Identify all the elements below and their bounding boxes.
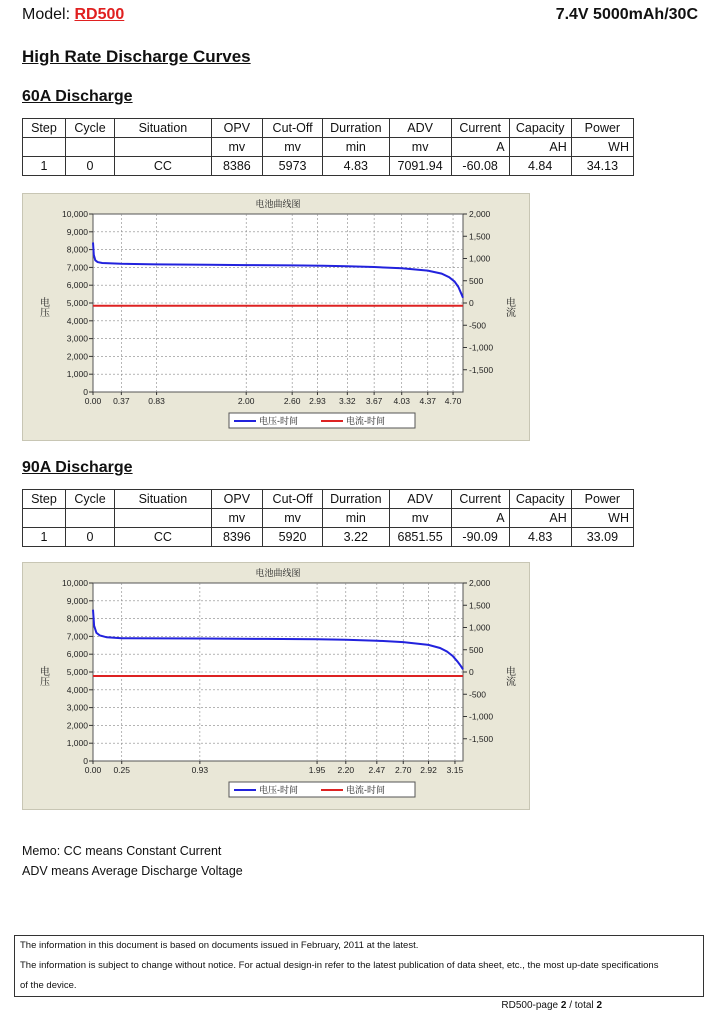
chart-60a-svg bbox=[23, 194, 529, 440]
table-cell: CC bbox=[115, 157, 211, 176]
table-cell: WH bbox=[571, 138, 633, 157]
table-cell: OPV bbox=[211, 119, 262, 138]
table-header-row bbox=[23, 119, 634, 138]
y2-tick-label: 2,000 bbox=[469, 209, 491, 219]
y2-axis-label: 电流 bbox=[503, 666, 515, 686]
table-cell: -90.09 bbox=[451, 528, 509, 547]
y-tick-label: 4,000 bbox=[66, 684, 88, 695]
table-cell: AH bbox=[509, 138, 571, 157]
table-cell: WH bbox=[571, 509, 633, 528]
memo-line-2: ADV means Average Discharge Voltage bbox=[22, 864, 243, 878]
table-cell: CC bbox=[115, 528, 211, 547]
y-tick-label: 8,000 bbox=[66, 244, 88, 255]
table-cell: AH bbox=[509, 509, 571, 528]
y-tick-label: 8,000 bbox=[66, 613, 88, 624]
page-title: High Rate Discharge Curves bbox=[22, 47, 251, 66]
table-cell: Power bbox=[571, 119, 633, 138]
table-cell: 1 bbox=[23, 528, 66, 547]
table-cell: Cycle bbox=[65, 119, 114, 138]
table-cell: Step bbox=[23, 119, 66, 138]
table-cell: mv bbox=[389, 138, 451, 157]
y-tick-label: 10,000 bbox=[62, 578, 88, 588]
y-tick-label: 3,000 bbox=[66, 702, 88, 713]
table-cell: 0 bbox=[65, 528, 114, 547]
table-header-row bbox=[23, 490, 634, 509]
table-cell: 34.13 bbox=[571, 157, 633, 176]
chart-title: 电池曲线图 bbox=[255, 199, 301, 209]
table-cell: 5920 bbox=[263, 528, 323, 547]
x-tick-label: 4.03 bbox=[393, 396, 410, 406]
y2-tick-label: -1,000 bbox=[469, 342, 494, 353]
table-cell: 4.83 bbox=[509, 528, 571, 547]
table-cell bbox=[115, 509, 211, 528]
x-tick-label: 2.92 bbox=[420, 765, 437, 775]
table-cell: Step bbox=[23, 490, 66, 509]
table-cell bbox=[65, 138, 114, 157]
disclaimer-line-2: The information is subject to change without notice. For actual design-in refer to the latest publication of data sheet, etc., the most up-date specifications bbox=[20, 960, 659, 971]
model-line bbox=[22, 6, 124, 24]
disclaimer-box bbox=[14, 935, 704, 997]
x-tick-label: 2.93 bbox=[309, 396, 326, 406]
table-cell: ADV bbox=[389, 490, 451, 509]
table-cell: 8386 bbox=[211, 157, 262, 176]
table-cell: Power bbox=[571, 490, 633, 509]
table-cell bbox=[23, 509, 66, 528]
table-cell: Cut-Off bbox=[263, 119, 323, 138]
x-tick-label: 3.32 bbox=[339, 396, 356, 406]
chart-90a bbox=[22, 562, 530, 810]
x-tick-label: 2.60 bbox=[283, 396, 301, 406]
y-axis-label: 电压 bbox=[37, 297, 49, 317]
page-separator: / total bbox=[566, 1000, 597, 1011]
y-tick-label: 0 bbox=[83, 387, 88, 397]
table-cell: 5973 bbox=[263, 157, 323, 176]
table-cell: 4.83 bbox=[323, 157, 389, 176]
chart-60a bbox=[22, 193, 530, 441]
y-tick-label: 7,000 bbox=[66, 631, 88, 642]
table-cell: OPV bbox=[211, 490, 262, 509]
table-cell bbox=[23, 138, 66, 157]
y-axis-label: 电压 bbox=[37, 666, 49, 686]
y-tick-label: 5,000 bbox=[66, 667, 88, 677]
table-cell: min bbox=[323, 138, 389, 157]
table-cell: Situation bbox=[115, 490, 211, 509]
model-name: RD500 bbox=[74, 6, 125, 23]
y-tick-label: 9,000 bbox=[66, 595, 88, 606]
y2-tick-label: 500 bbox=[469, 644, 484, 655]
table-data-row bbox=[23, 528, 634, 547]
table-cell: 8396 bbox=[211, 528, 262, 547]
y-tick-label: 10,000 bbox=[62, 209, 88, 219]
x-tick-label: 4.37 bbox=[419, 396, 437, 406]
x-tick-label: 2.47 bbox=[368, 765, 386, 775]
legend-label-voltage: 电压-时间 bbox=[259, 416, 298, 426]
table-cell: 33.09 bbox=[571, 528, 633, 547]
table-cell: Current bbox=[451, 490, 509, 509]
x-tick-label: 1.95 bbox=[308, 765, 326, 775]
chart-title: 电池曲线图 bbox=[255, 568, 301, 578]
y2-tick-label: 1,500 bbox=[469, 231, 491, 242]
table-cell: Cut-Off bbox=[263, 490, 323, 509]
y-tick-label: 2,000 bbox=[66, 351, 88, 362]
table-cell: ADV bbox=[389, 119, 451, 138]
y2-tick-label: 2,000 bbox=[469, 578, 491, 588]
y2-tick-label: 1,000 bbox=[469, 622, 491, 633]
y2-tick-label: 500 bbox=[469, 275, 484, 286]
legend-label-voltage: 电压-时间 bbox=[259, 785, 298, 795]
table-cell: A bbox=[451, 509, 509, 528]
y2-tick-label: 1,000 bbox=[469, 253, 491, 264]
y-tick-label: 5,000 bbox=[66, 298, 88, 308]
table-cell: min bbox=[323, 509, 389, 528]
table-cell: A bbox=[451, 138, 509, 157]
legend-label-current: 电流-时间 bbox=[346, 785, 385, 795]
y2-tick-label: -500 bbox=[469, 320, 487, 331]
x-tick-label: 0.25 bbox=[113, 765, 131, 775]
y-tick-label: 3,000 bbox=[66, 333, 88, 344]
y2-tick-label: -1,500 bbox=[469, 733, 494, 744]
table-cell: 1 bbox=[23, 157, 66, 176]
table-cell: Cycle bbox=[65, 490, 114, 509]
x-tick-label: 2.20 bbox=[337, 765, 355, 775]
x-tick-label: 0.37 bbox=[113, 396, 130, 406]
page-current: 2 bbox=[560, 1000, 567, 1011]
chart-90a-svg bbox=[23, 563, 529, 809]
y-tick-label: 0 bbox=[83, 756, 88, 766]
legend-label-current: 电流-时间 bbox=[346, 416, 385, 426]
table-cell: mv bbox=[211, 509, 262, 528]
page-total: 2 bbox=[596, 1000, 602, 1011]
y2-tick-label: 0 bbox=[469, 298, 474, 308]
section-title-60a: 60A Discharge bbox=[22, 88, 133, 105]
x-tick-label: 3.15 bbox=[446, 765, 464, 775]
disclaimer-line-1: The information in this document is based on documents issued in February, 2011 at the latest. bbox=[20, 940, 419, 951]
x-tick-label: 0.00 bbox=[84, 396, 102, 406]
table-cell bbox=[65, 509, 114, 528]
y2-tick-label: 0 bbox=[469, 667, 474, 677]
table-cell: 6851.55 bbox=[389, 528, 451, 547]
page-number bbox=[501, 1000, 602, 1011]
table-units-row bbox=[23, 138, 634, 157]
table-cell bbox=[115, 138, 211, 157]
section-title-90a: 90A Discharge bbox=[22, 459, 133, 476]
table-cell: Situation bbox=[115, 119, 211, 138]
table-cell: 4.84 bbox=[509, 157, 571, 176]
table-data-row bbox=[23, 157, 634, 176]
x-tick-label: 0.93 bbox=[191, 765, 209, 775]
y-tick-label: 9,000 bbox=[66, 226, 88, 237]
table-cell: Durration bbox=[323, 490, 389, 509]
y-tick-label: 6,000 bbox=[66, 280, 88, 291]
y2-tick-label: -500 bbox=[469, 689, 487, 700]
table-cell: mv bbox=[211, 138, 262, 157]
table-cell: 7091.94 bbox=[389, 157, 451, 176]
page-prefix: RD500-page bbox=[501, 1000, 561, 1011]
discharge-table-60a bbox=[22, 118, 634, 176]
y-tick-label: 1,000 bbox=[66, 369, 88, 380]
table-cell: mv bbox=[389, 509, 451, 528]
table-cell: Durration bbox=[323, 119, 389, 138]
table-cell: Capacity bbox=[509, 119, 571, 138]
x-tick-label: 2.70 bbox=[394, 765, 412, 775]
disclaimer-line-3: of the device. bbox=[20, 980, 77, 991]
y-tick-label: 6,000 bbox=[66, 649, 88, 660]
y-tick-label: 4,000 bbox=[66, 315, 88, 326]
table-cell: Capacity bbox=[509, 490, 571, 509]
table-cell: -60.08 bbox=[451, 157, 509, 176]
battery-spec: 7.4V 5000mAh/30C bbox=[555, 6, 698, 23]
y2-tick-label: -1,000 bbox=[469, 711, 494, 722]
y2-tick-label: -1,500 bbox=[469, 364, 494, 375]
discharge-table-90a bbox=[22, 489, 634, 547]
x-tick-label: 4.70 bbox=[444, 396, 462, 406]
table-cell: 0 bbox=[65, 157, 114, 176]
model-label: Model: bbox=[22, 6, 71, 23]
memo-line-1: Memo: CC means Constant Current bbox=[22, 844, 222, 858]
table-cell: Current bbox=[451, 119, 509, 138]
x-tick-label: 0.00 bbox=[84, 765, 102, 775]
y2-axis-label: 电流 bbox=[503, 297, 515, 317]
table-cell: mv bbox=[263, 138, 323, 157]
y-tick-label: 2,000 bbox=[66, 720, 88, 731]
x-tick-label: 2.00 bbox=[237, 396, 255, 406]
y2-tick-label: 1,500 bbox=[469, 600, 491, 611]
y-tick-label: 7,000 bbox=[66, 262, 88, 273]
x-tick-label: 0.83 bbox=[148, 396, 165, 406]
table-cell: mv bbox=[263, 509, 323, 528]
table-cell: 3.22 bbox=[323, 528, 389, 547]
x-tick-label: 3.67 bbox=[365, 396, 383, 406]
y-tick-label: 1,000 bbox=[66, 738, 88, 749]
table-units-row bbox=[23, 509, 634, 528]
